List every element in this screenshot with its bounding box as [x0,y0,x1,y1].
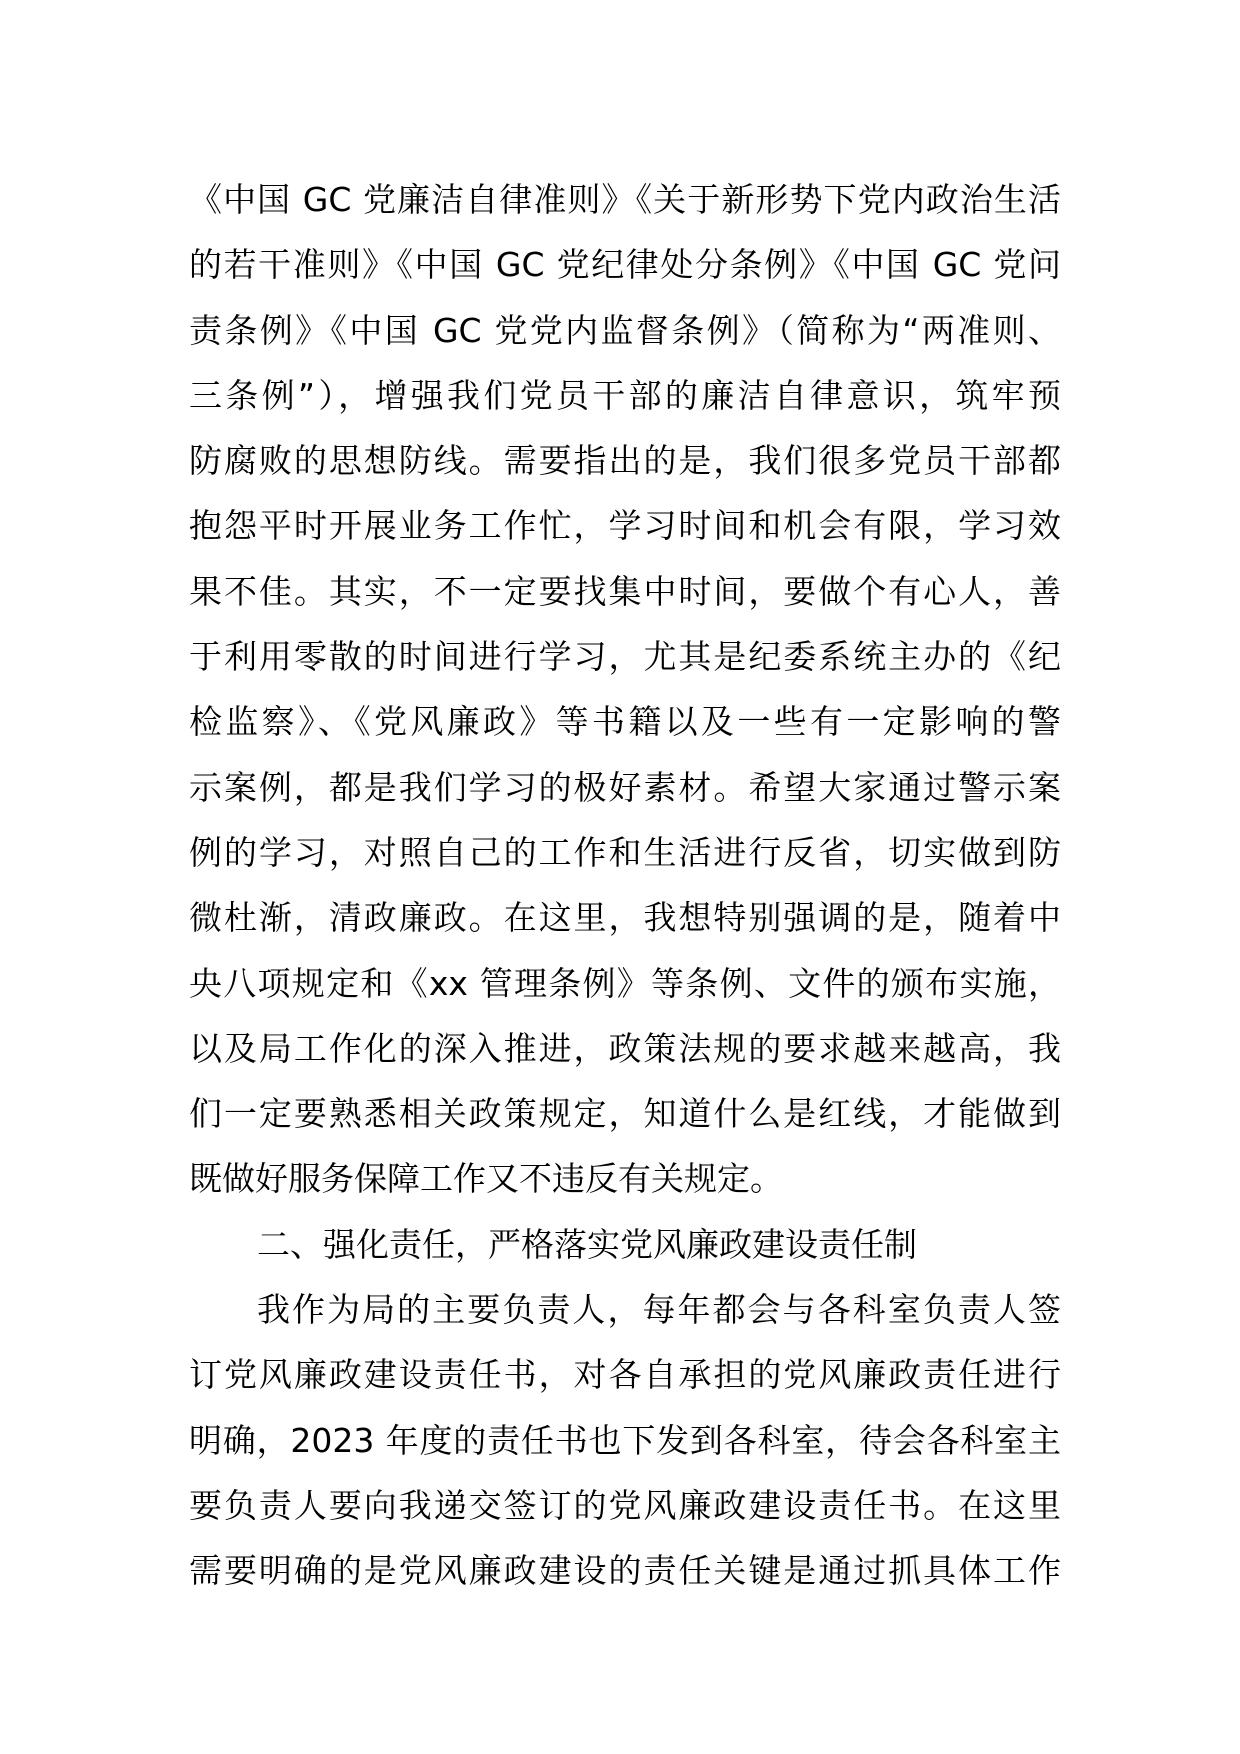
text-line: 三条例”），增强我们党员干部的廉洁自律意识，筑牢预 [189,375,1061,415]
text-line: 们一定要熟悉相关政策规定，知道什么是红线，才能做到 [189,1094,1061,1134]
text-line: 抱怨平时开展业务工作忙，学习时间和机会有限，学习效 [189,506,1061,546]
text-line: 明确，2023 年度的责任书也下发到各科室，待会各科室主 [189,1420,1061,1460]
text-line: 以及局工作化的深入推进，政策法规的要求越来越高，我 [189,1028,1061,1068]
text-line: 订党风廉政建设责任书，对各自承担的党风廉政责任进行 [189,1355,1061,1395]
text-line: 的若干准则》《中国 GC 党纪律处分条例》《中国 GC 党问 [189,245,1061,285]
text-line: 微杜渐，清政廉政。在这里，我想特别强调的是，随着中 [189,898,1061,938]
text-line: 果不佳。其实，不一定要找集中时间，要做个有心人，善 [189,571,1061,611]
text-line: 既做好服务保障工作又不违反有关规定。 [189,1159,783,1199]
text-line: 示案例，都是我们学习的极好素材。希望大家通过警示案 [189,767,1061,807]
section-heading: 二、强化责任，严格落实党风廉政建设责任制 [257,1224,917,1264]
text-line: 防腐败的思想防线。需要指出的是，我们很多党员干部都 [189,441,1061,481]
text-line: 我作为局的主要负责人，每年都会与各科室负责人签 [257,1290,1061,1330]
body-text [189,167,1061,1604]
text-line: 《中国 GC 党廉洁自律准则》《关于新形势下党内政治生活 [189,180,1061,219]
text-line: 例的学习，对照自己的工作和生活进行反省，切实做到防 [189,832,1061,872]
text-line: 要负责人要向我递交签订的党风廉政建设责任书。在这里 [189,1485,1061,1525]
text-line: 于利用零散的时间进行学习，尤其是纪委系统主办的《纪 [189,637,1061,677]
text-line: 责条例》《中国 GC 党党内监督条例》（简称为“两准则、 [189,310,1061,350]
text-line: 需要明确的是党风廉政建设的责任关键是通过抓具体工作 [189,1551,1061,1591]
text-line: 央八项规定和《xx 管理条例》等条例、文件的颁布实施， [189,963,1061,1003]
text-line: 检监察》、《党风廉政》等书籍以及一些有一定影响的警 [189,702,1061,742]
